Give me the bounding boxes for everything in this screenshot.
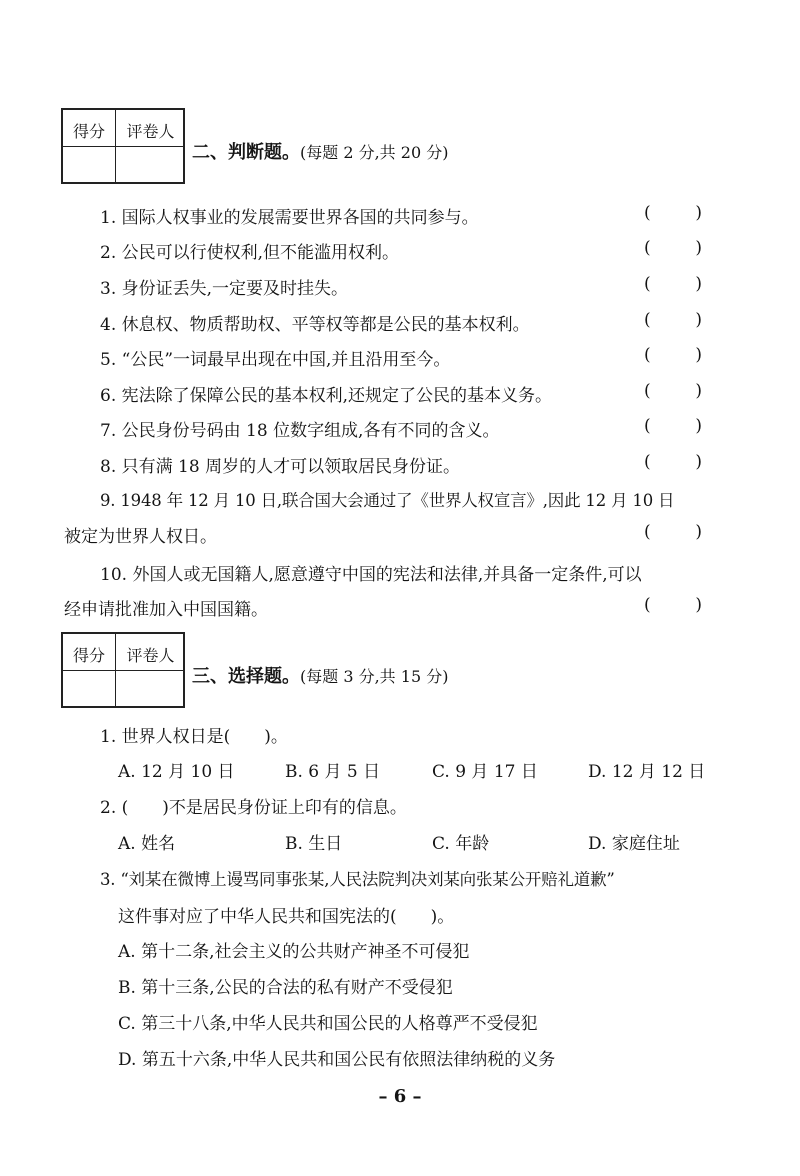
- page-number: – 6 –: [378, 1086, 422, 1107]
- grader-label: 评卷人: [126, 122, 175, 141]
- q1-option-b[interactable]: B. 6 月 5 日: [285, 762, 381, 782]
- score-label: 得分: [72, 122, 105, 141]
- grader-label: 评卷人: [126, 646, 175, 665]
- q3-option-b[interactable]: B. 第十三条,公民的合法的私有财产不受侵犯: [118, 978, 453, 998]
- q1-option-c[interactable]: C. 9 月 17 日: [432, 762, 538, 782]
- q3-option-d[interactable]: D. 第五十六条,中华人民共和国公民有依照法律纳税的义务: [118, 1050, 556, 1070]
- s2-item-10-line2: 经申请批准加入中国国籍。: [64, 600, 268, 620]
- section2-heading: [192, 138, 448, 164]
- s2-item-3: 3. 身份证丢失,一定要及时挂失。: [100, 279, 349, 299]
- q2-option-c[interactable]: C. 年龄: [432, 834, 490, 854]
- q2-option-b[interactable]: B. 生日: [285, 834, 343, 854]
- s2-item-7: 7. 公民身份号码由 18 位数字组成,各有不同的含义。: [100, 421, 500, 441]
- s2-item-1: 1. 国际人权事业的发展需要世界各国的共同参与。: [100, 208, 479, 228]
- s2-item-2: 2. 公民可以行使权利,但不能滥用权利。: [100, 243, 400, 263]
- s2-item-4: 4. 休息权、物质帮助权、平等权等都是公民的基本权利。: [100, 315, 530, 335]
- s2-item-9-line2: 被定为世界人权日。: [64, 527, 217, 547]
- section3-note: (每题 3 分,共 15 分): [300, 667, 449, 686]
- q3-option-a[interactable]: A. 第十二条,社会主义的公共财产神圣不可侵犯: [118, 942, 470, 962]
- q3-stem-line1: 3. “刘某在微博上谩骂同事张某,人民法院判决刘某向张某公开赔礼道歉”: [100, 870, 615, 889]
- q1-option-a[interactable]: A. 12 月 10 日: [118, 762, 235, 782]
- section2-note: (每题 2 分,共 20 分): [300, 143, 449, 162]
- score-box-section3: [61, 632, 185, 708]
- score-box-section2: [61, 108, 185, 184]
- q2-option-a[interactable]: A. 姓名: [118, 834, 176, 854]
- q3-stem-line2: 这件事对应了中华人民共和国宪法的( )。: [118, 907, 455, 927]
- score-label: 得分: [72, 646, 105, 665]
- q2-stem: 2. ( )不是居民身份证上印有的信息。: [100, 798, 407, 818]
- s2-item-5: 5. “公民”一词最早出现在中国,并且沿用至今。: [100, 350, 451, 370]
- section3-heading: [192, 662, 448, 688]
- s2-item-8: 8. 只有满 18 周岁的人才可以领取居民身份证。: [100, 457, 461, 477]
- s2-item-9-line1: 9. 1948 年 12 月 10 日,联合国大会通过了《世界人权宣言》,因此 12 月 10 日: [100, 491, 675, 510]
- s2-item-10-line1: 10. 外国人或无国籍人,愿意遵守中国的宪法和法律,并具备一定条件,可以: [100, 565, 642, 585]
- s2-item-6: 6. 宪法除了保障公民的基本权利,还规定了公民的基本义务。: [100, 386, 553, 406]
- section3-title: 三、选择题。: [192, 666, 300, 687]
- q3-option-c[interactable]: C. 第三十八条,中华人民共和国公民的人格尊严不受侵犯: [118, 1014, 538, 1034]
- section2-title: 二、判断题。: [192, 142, 300, 163]
- q1-stem: 1. 世界人权日是( )。: [100, 727, 288, 747]
- q2-option-d[interactable]: D. 家庭住址: [588, 834, 680, 854]
- q1-option-d[interactable]: D. 12 月 12 日: [588, 762, 706, 782]
